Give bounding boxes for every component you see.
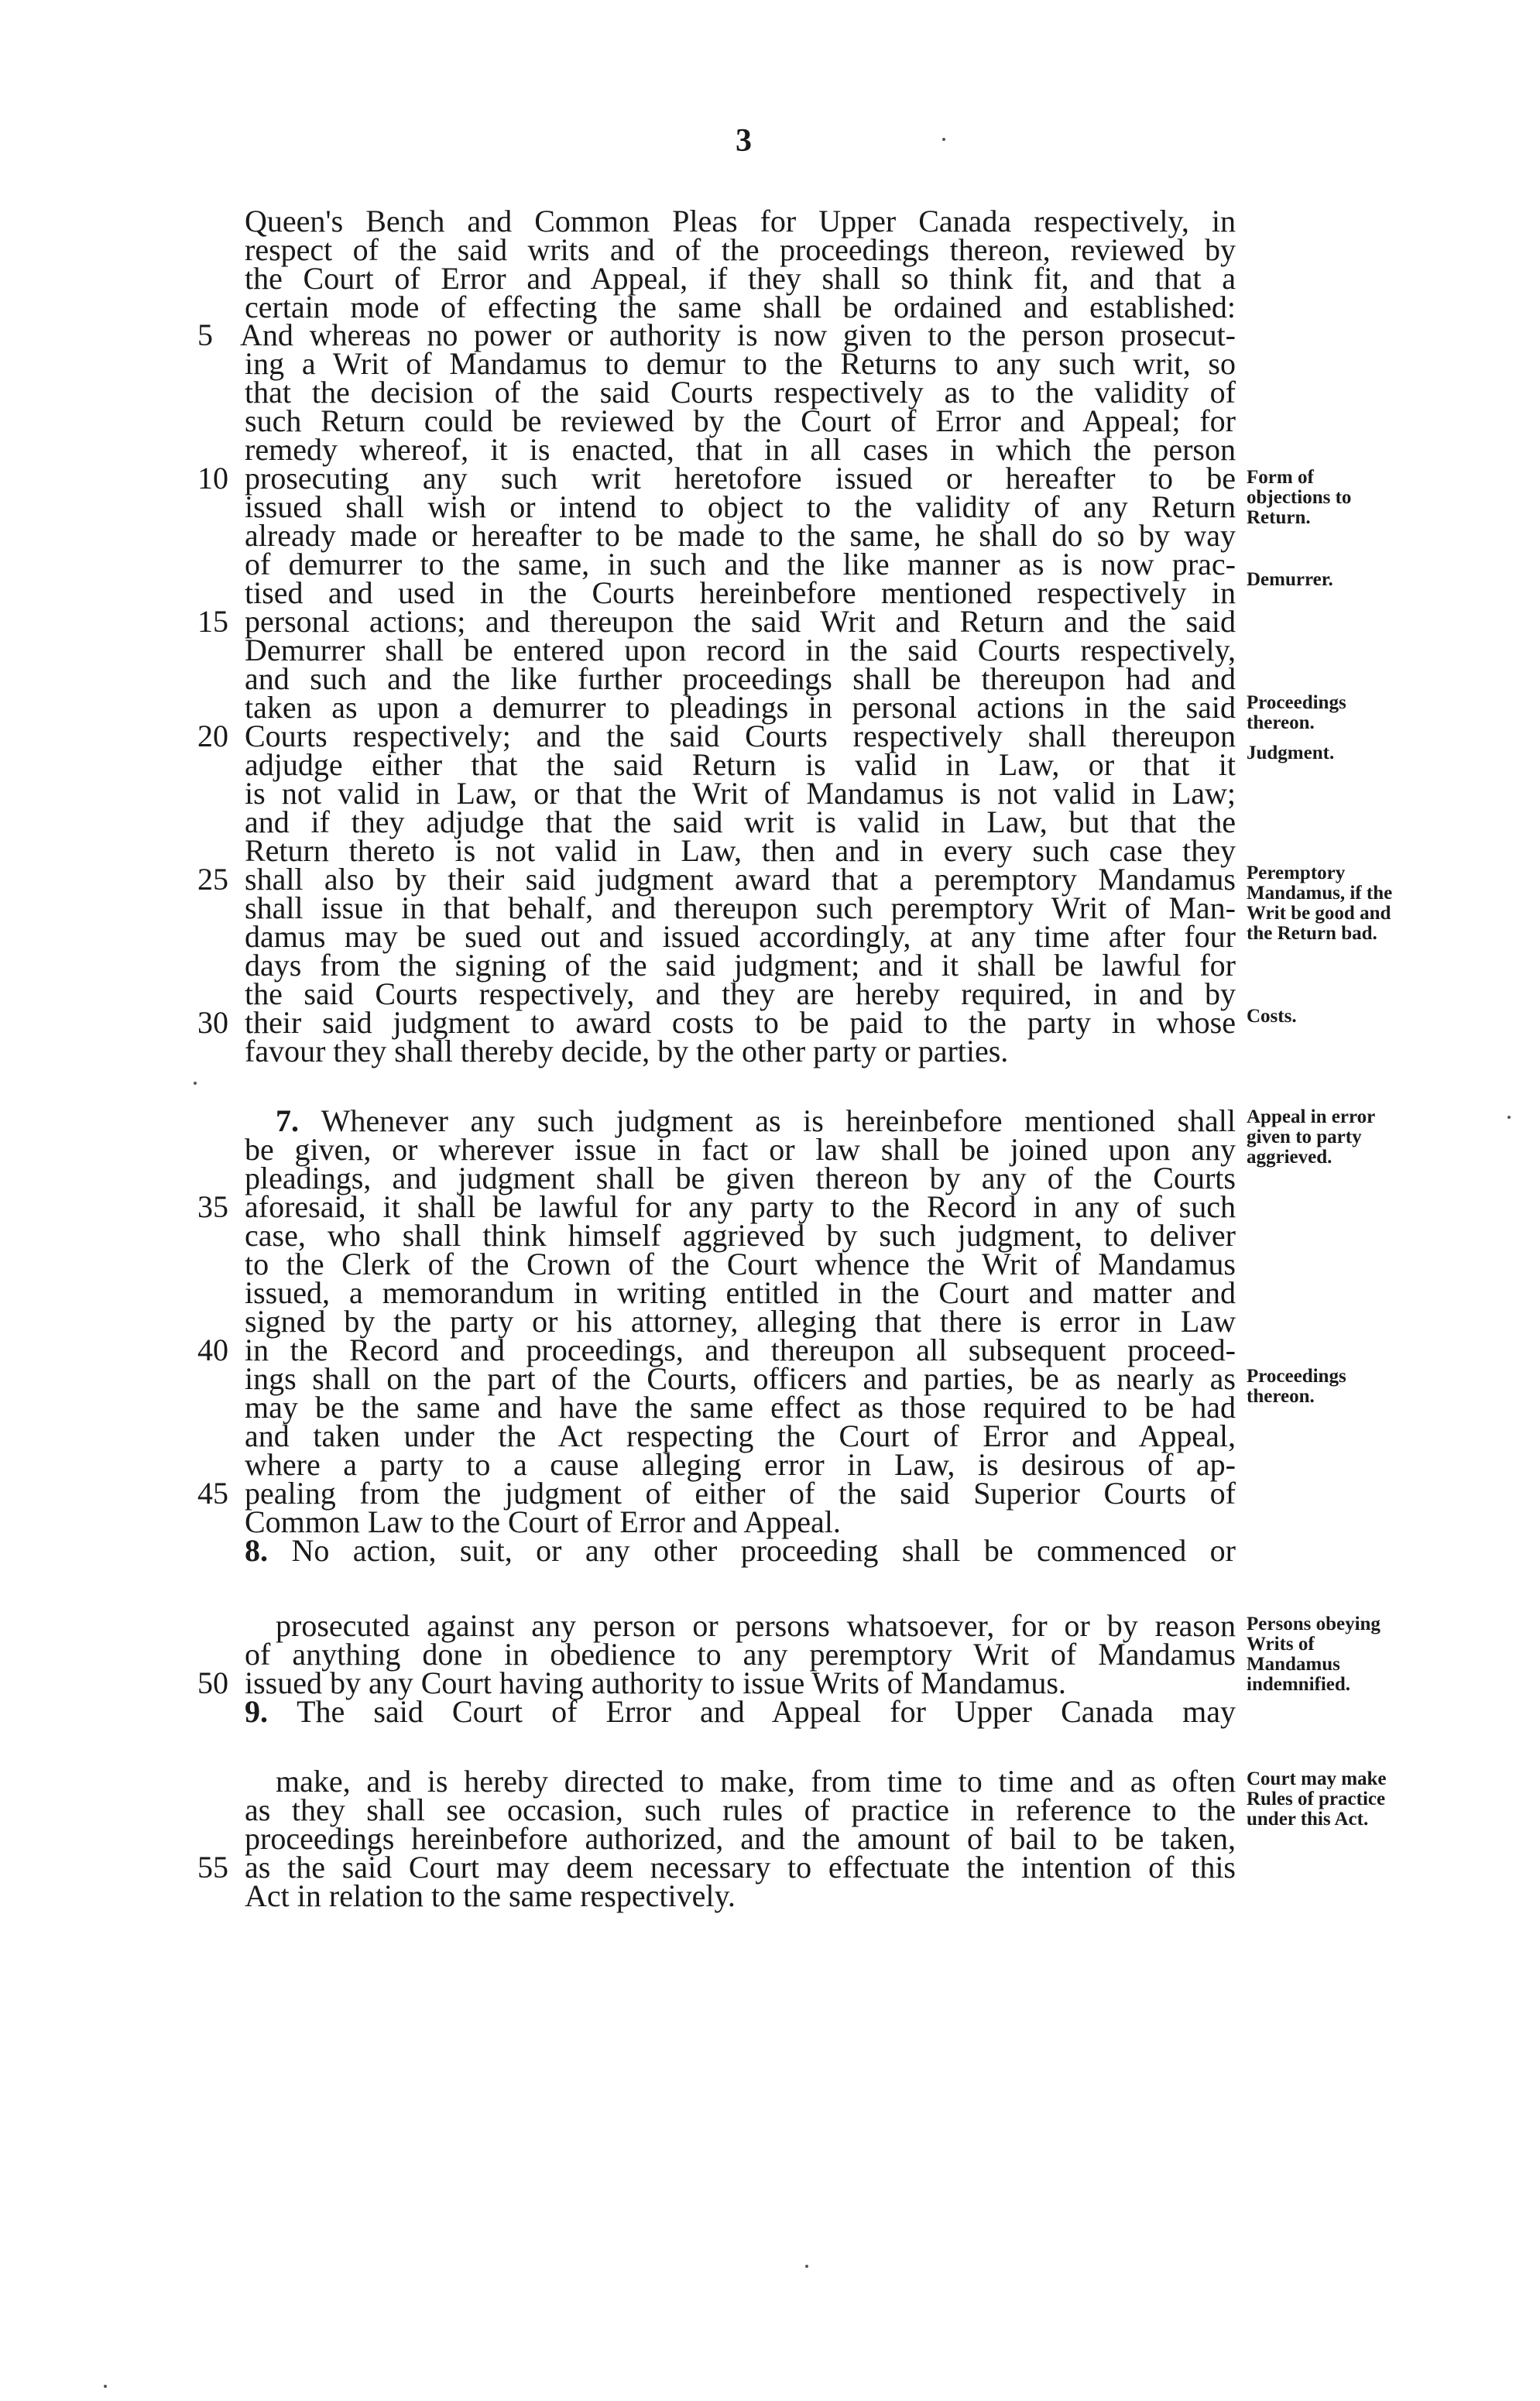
line-text: prosecuted against any person or persons whatsoever, for or by reason — [276, 1608, 1236, 1643]
text-line — [245, 1695, 1236, 1729]
line-text: pealing from the judgment of either of the said Superior Courts of — [245, 1476, 1236, 1511]
line-text: damus may be sued out and issued accordingly, at any time after four — [245, 919, 1236, 954]
line-text: be given, or wherever issue in fact or law shall be joined upon any — [245, 1132, 1236, 1167]
line-number: 10 — [197, 461, 228, 496]
print-speck — [194, 1082, 197, 1085]
line-text: that the decision of the said Courts respectively as to the validity of — [245, 375, 1236, 410]
line-text: pleadings, and judgment shall be given thereon by any of the Courts — [245, 1161, 1236, 1195]
line-text: make, and is hereby directed to make, from time to time and as often — [276, 1764, 1236, 1799]
line-text: and if they adjudge that the said writ is valid in Law, but that the — [245, 804, 1236, 839]
print-speck — [805, 2265, 808, 2268]
line-text: Demurrer shall be entered upon record in the said Courts respectively, — [245, 633, 1236, 667]
page-number: 3 — [736, 123, 752, 159]
section-number: 7. — [276, 1103, 321, 1138]
line-text: issued by any Court having authority to issue Writs of Mandamus. — [245, 1665, 1066, 1700]
line-text: Courts respectively; and the said Courts respectively shall thereupon — [245, 719, 1236, 753]
line-text: favour they shall thereby decide, by the other party or parties. — [245, 1034, 1009, 1068]
line-text: respect of the said writs and of the proceedings thereon, reviewed by — [245, 232, 1236, 267]
margin-note: Demurrer. — [1247, 569, 1333, 590]
line-number: 5 — [197, 317, 213, 352]
line-text: issued shall wish or intend to object to the validity of any Return — [245, 489, 1236, 524]
line-text: may be the same and have the same effect as those required to be had — [245, 1390, 1236, 1425]
line-number: 45 — [197, 1476, 228, 1511]
line-number: 35 — [197, 1189, 228, 1224]
line-text: remedy whereof, it is enacted, that in all cases in which the person — [245, 432, 1236, 467]
line-text: such Return could be reviewed by the Court of Error and Appeal; for — [245, 403, 1236, 438]
line-text: And whereas no power or authority is now given to the person prosecut- — [240, 317, 1236, 352]
line-text: prosecuting any such writ heretofore issued or hereafter to be — [245, 461, 1236, 496]
line-text: is not valid in Law, or that the Writ of Mandamus is not valid in Law; — [245, 776, 1236, 811]
line-text: shall issue in that behalf, and thereupon such peremptory Writ of Man- — [245, 890, 1236, 925]
line-text: Queen's Bench and Common Pleas for Upper Canada respectively, in — [245, 204, 1236, 238]
line-text: days from the signing of the said judgment; and it shall be lawful for — [245, 948, 1236, 983]
line-number: 55 — [197, 1850, 228, 1885]
text-line — [245, 1879, 1236, 1913]
line-number: 40 — [197, 1333, 228, 1367]
line-text: to the Clerk of the Crown of the Court whence the Writ of Mandamus — [245, 1247, 1236, 1281]
line-text: where a party to a cause alleging error in Law, is desirous of ap- — [245, 1447, 1236, 1482]
line-text: already made or hereafter to be made to the same, he shall do so by way — [245, 518, 1236, 553]
line-number: 15 — [197, 604, 228, 639]
margin-note: Persons obeying Writs of Mandamus indemnified. — [1247, 1614, 1381, 1695]
print-speck — [1507, 1116, 1511, 1119]
margin-note: Appeal in error given to party aggrieved. — [1247, 1106, 1375, 1168]
line-number: 50 — [197, 1665, 228, 1700]
line-text: case, who shall think himself aggrieved by such judgment, to deliver — [245, 1218, 1236, 1253]
line-text: Act in relation to the same respectively. — [245, 1878, 736, 1913]
section-number: 9. — [245, 1694, 297, 1729]
text-line — [245, 1034, 1236, 1068]
line-text: certain mode of effecting the same shall be ordained and established: — [245, 290, 1236, 324]
line-text: adjudge either that the said Return is valid in Law, or that it — [245, 747, 1236, 782]
line-text: taken as upon a demurrer to pleadings in personal actions in the said — [245, 690, 1236, 725]
line-text: issued, a memorandum in writing entitled in the Court and matter and — [245, 1275, 1236, 1310]
line-text: Whenever any such judgment as is hereinbefore mentioned shall — [321, 1103, 1236, 1138]
line-text: signed by the party or his attorney, alleging that there is error in Law — [245, 1304, 1236, 1339]
line-text: No action, suit, or any other proceeding shall be commenced or — [291, 1533, 1236, 1568]
line-text: personal actions; and thereupon the said Writ and Return and the said — [245, 604, 1236, 639]
margin-note: Court may make Rules of practice under this Act. — [1247, 1768, 1387, 1830]
line-text: ing a Writ of Mandamus to demur to the Returns to any such writ, so — [245, 346, 1236, 381]
text-line — [245, 1534, 1236, 1568]
margin-note: Judgment. — [1247, 743, 1335, 763]
line-text: and such and the like further proceedings shall be thereupon had and — [245, 661, 1236, 696]
margin-note: Form of objections to Return. — [1247, 467, 1352, 528]
line-text: proceedings hereinbefore authorized, and the amount of bail to be taken, — [245, 1821, 1236, 1856]
line-text: the said Courts respectively, and they are hereby required, in and by — [245, 976, 1236, 1011]
line-text: of demurrer to the same, in such and the like manner as is now prac- — [245, 547, 1236, 581]
line-number: 30 — [197, 1005, 228, 1040]
line-number: 20 — [197, 719, 228, 753]
margin-note: Peremptory Mandamus, if the Writ be good and the Return bad. — [1247, 863, 1393, 944]
line-number: 25 — [197, 862, 228, 897]
line-text: tised and used in the Courts hereinbefore mentioned respectively in — [245, 575, 1236, 610]
line-text: as they shall see occasion, such rules of practice in reference to the — [245, 1792, 1236, 1827]
line-text: ings shall on the part of the Courts, officers and parties, be as nearly as — [245, 1361, 1236, 1396]
print-speck — [104, 2385, 107, 2388]
margin-note: Proceedings thereon. — [1247, 1366, 1346, 1407]
line-text: shall also by their said judgment award that a peremptory Mandamus — [245, 862, 1236, 897]
print-speck — [942, 138, 945, 141]
line-text: their said judgment to award costs to be paid to the party in whose — [245, 1005, 1236, 1040]
margin-note: Proceedings thereon. — [1247, 692, 1346, 733]
line-text: of anything done in obedience to any peremptory Writ of Mandamus — [245, 1637, 1236, 1672]
line-text: aforesaid, it shall be lawful for any party to the Record in any of such — [245, 1189, 1236, 1224]
line-text: The said Court of Error and Appeal for Upper Canada may — [297, 1694, 1236, 1729]
margin-note: Costs. — [1247, 1006, 1297, 1027]
line-text: in the Record and proceedings, and thereupon all subsequent proceed- — [245, 1333, 1236, 1367]
line-text: Return thereto is not valid in Law, then and in every such case they — [245, 833, 1236, 868]
line-text: as the said Court may deem necessary to effectuate the intention of this — [245, 1850, 1236, 1885]
line-text: the Court of Error and Appeal, if they shall so think fit, and that a — [245, 261, 1236, 296]
line-text: and taken under the Act respecting the Court of Error and Appeal, — [245, 1418, 1236, 1453]
line-text: Common Law to the Court of Error and Appeal. — [245, 1504, 841, 1539]
section-number: 8. — [245, 1533, 292, 1568]
